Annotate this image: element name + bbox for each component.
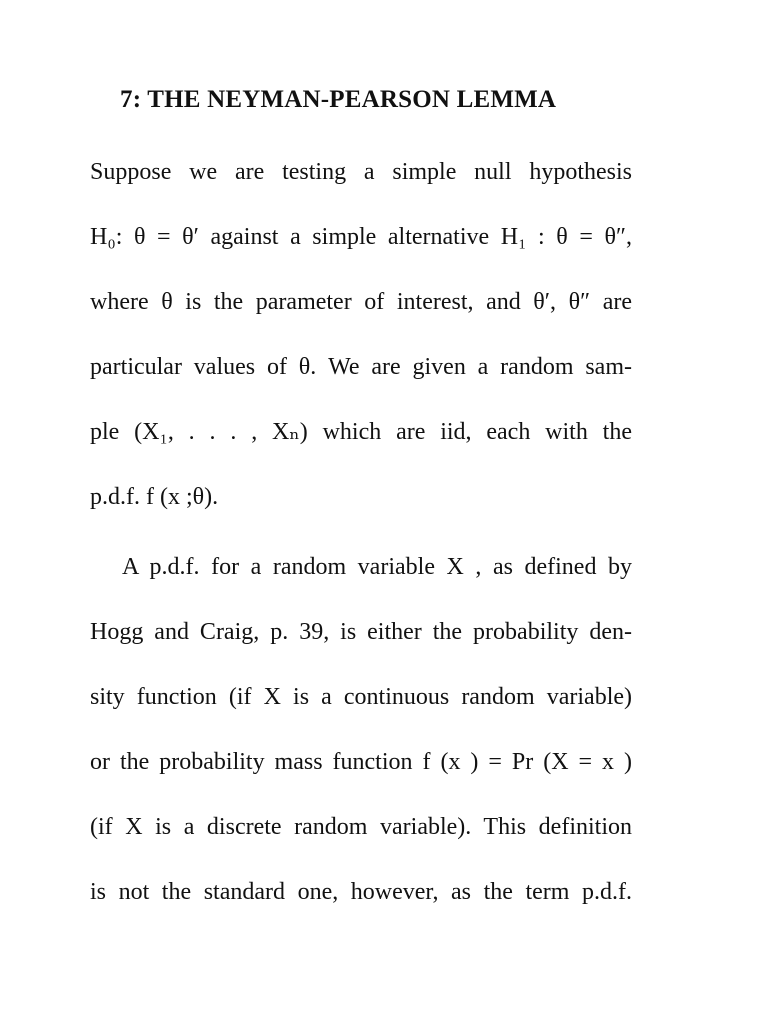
paragraph-line: sity function (if X is a continuous random variable) — [90, 684, 632, 710]
paragraph-line: A p.d.f. for a random variable X , as defined by — [122, 554, 632, 580]
paragraph-line: particular values of θ. We are given a random sam- — [90, 354, 632, 380]
paragraph-line: ple (X₁, . . . , Xₙ) which are iid, each with the — [90, 419, 632, 445]
paragraph-line: is not the standard one, however, as the term p.d.f. — [90, 879, 632, 905]
paragraph-line: where θ is the parameter of interest, and θ′, θ″ are — [90, 289, 632, 315]
paragraph-line: p.d.f. f (x ;θ). — [90, 484, 219, 510]
paragraph-line: or the probability mass function f (x ) = Pr (X = x ) — [90, 749, 632, 775]
section-title: 7: THE NEYMAN-PEARSON LEMMA — [120, 86, 557, 113]
paragraph-line: (if X is a discrete random variable). This definition — [90, 814, 632, 840]
paragraph-line: Hogg and Craig, p. 39, is either the probability den- — [90, 619, 632, 645]
paragraph-line: H₀: θ = θ′ against a simple alternative H₁ : θ = θ″, — [90, 224, 632, 250]
paragraph-line: Suppose we are testing a simple null hypothesis — [90, 159, 632, 185]
